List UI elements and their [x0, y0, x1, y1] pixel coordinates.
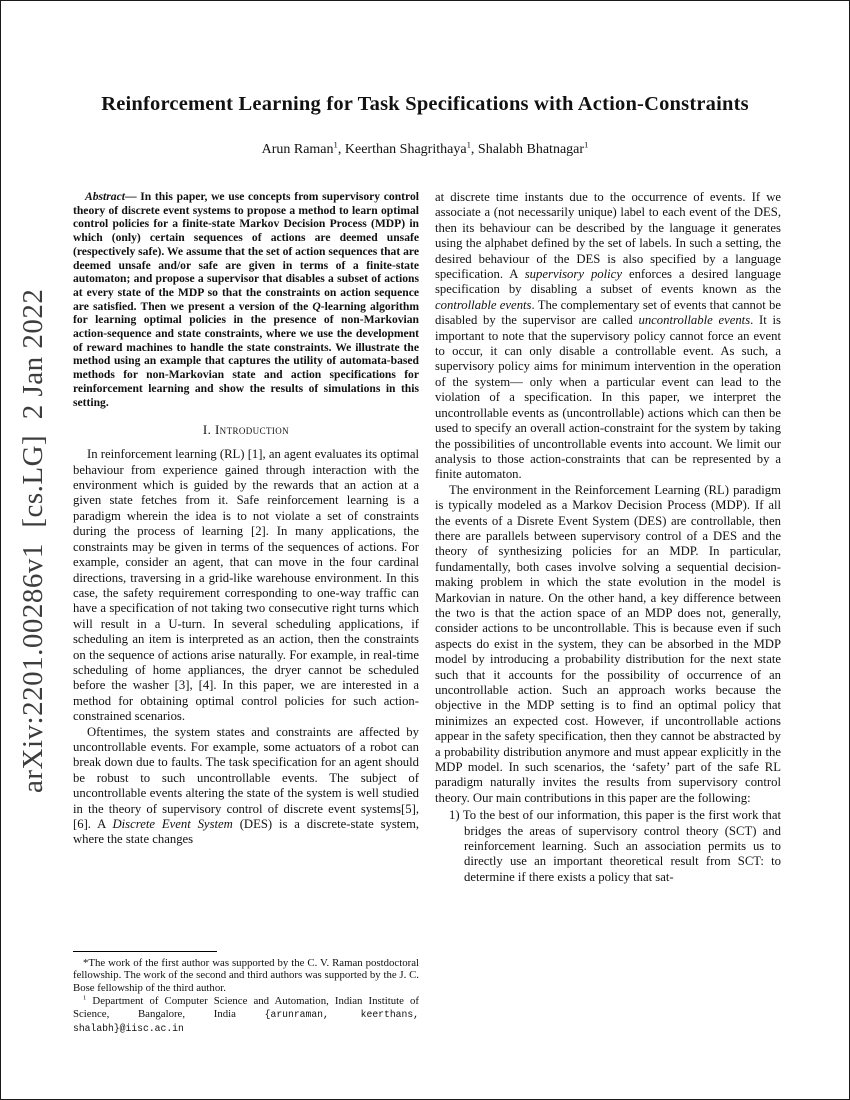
- text-run: 1: [584, 139, 589, 150]
- paper-title: Reinforcement Learning for Task Specifications with Action-Constraints: [101, 93, 749, 115]
- text-run: In reinforcement learning (RL) [1], an agent evaluates its optimal behaviour from experience gained through interaction with the environment which is guided by the rewards that an action at a given state fetches from it. Safe reinforcement learning is a paradigm wherein the idea is to not violate a set of constraints during the process of learning [2]. In many applications, the constraints may be given in terms of the sequences of actions. For example, consider an agent, that can move in the four cardinal directions, traversing in a grid-like warehouse environment. In this case, the safety requirement corresponding to one-way traffic can have a specification of not taking two consecutive right turns which will result in a U-turn. In several scheduling applications, if scheduling an item is interpreted as an action, then the constraints on the sequence of actions arise naturally. For example, in real-time scheduling of home appliances, the dryer cannot be scheduled before the washer [3], [4]. In this paper, we are interested in a method for obtaining optimal control policies for such action-constrained scenarios.: [73, 447, 419, 724]
- text-run: uncontrollable events: [638, 313, 751, 328]
- text-run: Department of Computer Science and Automation, Indian Institute of Science, Bangalore, India: [73, 995, 419, 1021]
- text-run: . The complementary set of events that cannot be disabled by the supervisor are called: [435, 297, 781, 328]
- text-run: The environment in the Reinforcement Learning (RL) paradigm is typically modeled as a Markov Decision Process (MDP). If all the events of a Disrete Event System (DES) are controllable, then there are parallels between supervisory control of a DES and the theory of synthesizing policies for an MDP. In particular, fundamentally, both cases involve solving a sequential decision-making problem in which the state evolution in the model is Markovian in nature. On the other hand, a key difference between the two is that the action space of an MDP does not, generally, consider actions to be uncontrollable. This is because even if such aspects do exist in the system, they can be absorbed in the MDP model by introducing a probability distribution for the next state such that it accounts for the possibility of occurrence of an uncontrollable action. Such an approach works because the objective in the MDP setting is to find an optimal policy that minimizes an expected cost. However, if uncontrollable actions appear in the safety specification, then they cannot be abstracted by a probability distribution anymore and must appear explicitly in the MDP model. In such scenarios, the ‘safety’ part of the safe RL paradigm naturally invites the results from supervisory control theory. Our main contributions in this paper are the following:: [435, 482, 781, 805]
- text-run: — In this paper, we use concepts from supervisory control theory of discrete event systems to propose a method to learn optimal control policies for a finite-state Markov Decision Process (MDP) in which (only) certain sequences of actions are deemed unsafe (respectively safe). We assume that the set of action sequences that are deemed unsafe and/or safe are given in terms of a finite-state automaton; and propose a supervisor that disables a subset of actions at every state of the MDP so that the constraints on action sequence are satisfied. Then we present a version of the: [73, 190, 419, 313]
- two-column-body: [1, 190, 849, 1038]
- text-run: (DES) is a discrete-state system, where the state changes: [73, 817, 419, 847]
- footnote-funding: [73, 957, 419, 996]
- text-run: . It is important to note that the supervisory policy cannot force an event to occur, it can only disable a controllable event. As such, a supervisory policy aims for minimum intervention in the operation of the system— only when a particular event can lead to the violation of a specification. In this paper, we interpret the uncontrollable events as (uncontrollable) actions which can then be used to specify an overall action-constraint for the system by taking the possibilities of uncontrollable events into account. We limit our analysis to those action-constraints that can be represented by a finite automaton.: [435, 313, 781, 482]
- text-run: 1) To the best of our information, this paper is the first work that bridges the areas of supervisory control theory (SCT) and reinforcement learning. Such an association permits us to directly use an important theoretical result from SCT: to determine if there exists a policy that sat-: [449, 808, 781, 884]
- section-heading-introduction: [73, 422, 419, 438]
- text-run: , Shalabh Bhatnagar: [470, 142, 585, 157]
- text-run: *The work of the first author was supported by the C. V. Raman postdoctoral fellowship. The work of the second and third authors was supported by the J. C. Bose fellowship of the third author.: [73, 956, 419, 995]
- text-run: at discrete time instants due to the occurrence of events. If we associate a (not necessarily unique) label to each event of the DES, then its behaviour can be described by the language it generates using the alphabet defined by the set of labels. In such a setting, the desired behaviour of the DES is also specified by a language specification. A: [435, 190, 781, 282]
- text-run: Arun Raman: [261, 142, 334, 157]
- text-run: enforces a desired language specification by disabling a subset of events known as the: [435, 267, 781, 297]
- contribution-item-1: [435, 808, 781, 885]
- intro-paragraph-2: [73, 725, 419, 848]
- footnote-area: [73, 951, 419, 1036]
- column-left: [73, 190, 419, 1038]
- text-run: controllable events: [435, 297, 532, 312]
- authors-line: [1, 139, 849, 158]
- text-run: 1: [83, 994, 87, 1002]
- text-run: Q: [312, 299, 321, 313]
- text-run: shalabh}@iisc.ac.in: [73, 1023, 184, 1035]
- intro-paragraph-1: [73, 447, 419, 724]
- paper-header: [1, 1, 849, 158]
- right-paragraph-2: [435, 483, 781, 807]
- text-run: I.: [202, 422, 215, 438]
- footnote-affiliation: [73, 995, 419, 1036]
- text-run: {arunraman, keerthans,: [264, 1009, 419, 1021]
- arxiv-watermark: arXiv:2201.00286v1 [cs.LG] 2 Jan 2022: [17, 288, 49, 793]
- text-run: -learning algorithm for learning optimal policies in the presence of non-Markovian action-sequence and state constraints, where we use the development of reward machines to handle the state constraints. We illustrate the method using an example that captures the utility of automata-based methods for non-Markovian state and action specifications for reinforcement learning and show the results of simulations in this setting.: [73, 299, 419, 409]
- text-run: Discrete Event System: [112, 817, 233, 831]
- text-run: Introduction: [214, 422, 290, 438]
- text-run: Oftentimes, the system states and constraints are affected by uncontrollable events. For example, some actuators of a robot can break down due to faults. The task specification for an agent should be robust to such uncontrollable events. The subject of uncontrollable events altering the state of the system is well studied in the theory of supervisory control of discrete event systems[5], [6]. A: [73, 724, 419, 831]
- column-right: [435, 190, 781, 1038]
- text-run: , Keerthan Shagrithaya: [337, 142, 467, 157]
- text-run: 1: [466, 139, 471, 150]
- text-run: 1: [333, 139, 338, 150]
- text-run: supervisory policy: [524, 267, 622, 282]
- right-paragraph-1: [435, 190, 781, 483]
- abstract: [73, 190, 419, 409]
- footnote-rule: [73, 951, 217, 952]
- text-run: Abstract: [85, 190, 125, 203]
